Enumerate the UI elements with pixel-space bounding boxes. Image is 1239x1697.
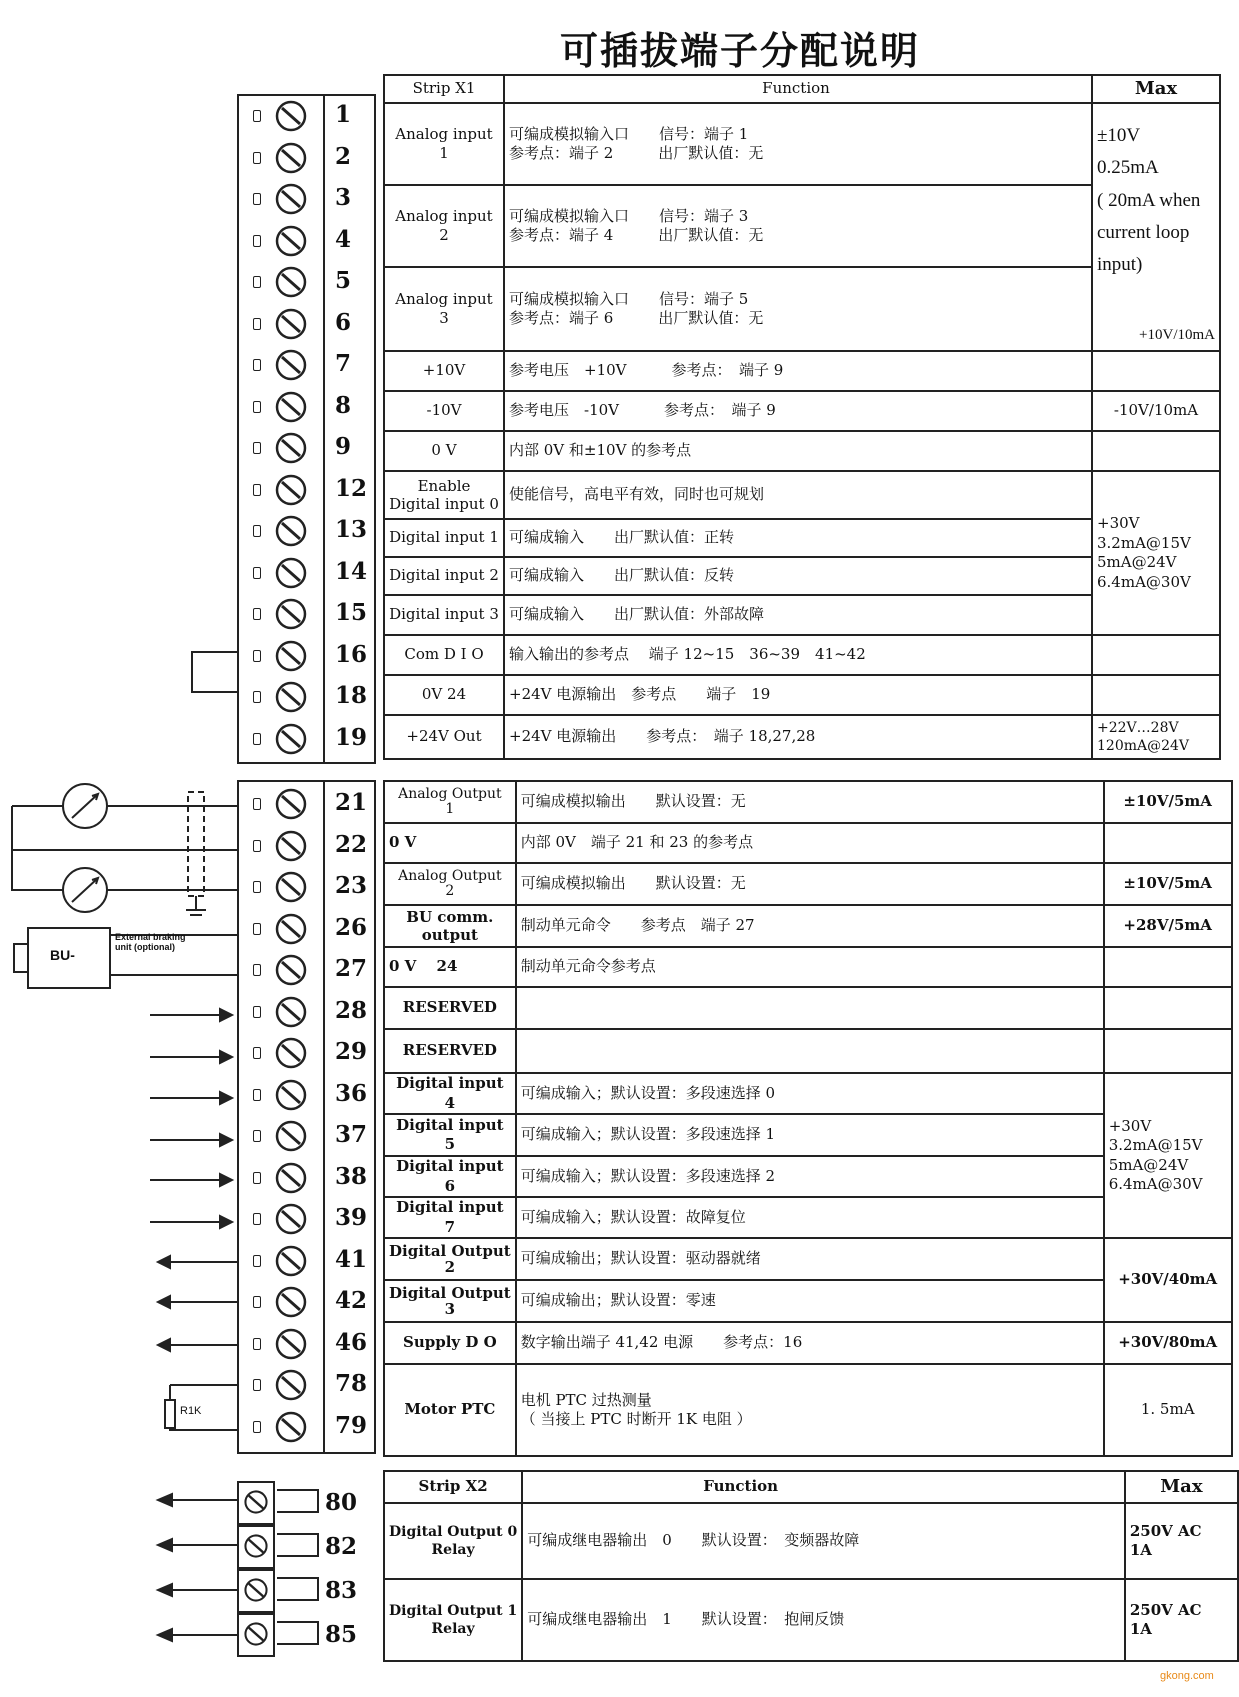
row-name: +10V [384,351,504,391]
row-function: 数字输出端子 41,42 电源 参考点：16 [516,1322,1104,1364]
max-cell [1104,947,1232,987]
screw-icon [275,954,307,986]
row-name: -10V [384,391,504,431]
screw-icon [275,432,307,464]
row-function: 可编成继电器输出 1 默认设置： 抱闸反馈 [522,1579,1125,1661]
terminal-number: 14 [335,557,368,585]
terminal-number: 80 [325,1489,358,1516]
terminal-number: 18 [335,682,368,709]
row-name: Analog input 2 [384,185,504,267]
row-function: 可编成继电器输出 0 默认设置： 变频器故障 [522,1503,1125,1579]
max-cell [1104,1029,1232,1073]
terminal-hole [253,1421,261,1433]
row-name: +24V Out [384,715,504,759]
terminal-strip-x1b [237,780,376,1454]
max-line: 3.2mA@15V [1108,1136,1203,1154]
terminal-number: 9 [335,433,352,460]
row-name: 0 V [384,823,516,863]
row-name: Digital input 4 [384,1073,516,1114]
terminal-hole [253,567,261,579]
relay-contact [277,1621,319,1645]
max-analog-inputs [1092,103,1220,351]
row-name: 0V 24 [384,675,504,715]
relay-block [237,1613,275,1657]
screw-icon [275,996,307,1028]
screw-icon [275,1411,307,1443]
row-name: Digital Output 3 [384,1280,516,1322]
max-cell: 250V AC 1A [1125,1579,1238,1661]
terminal-21 [239,784,374,825]
max-line: 5mA@24V [1108,1155,1189,1174]
terminal-number: 7 [335,350,352,377]
screw-icon [275,1120,307,1152]
terminal-hole [253,1338,261,1350]
terminal-number: 83 [325,1577,358,1604]
terminal-number: 42 [335,1287,368,1314]
max-minus10: -10V/10mA [1092,391,1220,431]
row-name: Digital Output 0 Relay [384,1503,522,1579]
max-cell [1092,431,1220,471]
screw-icon [275,266,307,298]
screw-icon [275,1286,307,1318]
row-name: Digital input 5 [384,1114,516,1156]
max-digital-inputs [1092,471,1220,635]
col-max-header: Max [1125,1471,1238,1503]
terminal-37 [239,1116,374,1157]
max-line: +30V [1108,1116,1152,1135]
row-function: +24V 电源输出 参考点： 端子 18,27,28 [504,715,1092,759]
screw-icon [275,1079,307,1111]
row-name: Analog Output 2 [384,863,516,905]
terminal-hole [253,235,261,247]
relay-block [237,1525,275,1569]
col-max-header: Max [1092,75,1220,103]
terminal-number: 22 [335,830,368,858]
screw-icon [275,871,307,903]
row-name: 0 V 24 [384,947,516,987]
relay-block [237,1569,275,1613]
row-function: 参考电压 +10V 参考点： 端子 9 [504,351,1092,391]
max-line: 6.4mA@30V [1097,572,1191,591]
row-name: Com D I O [384,635,504,675]
terminal-hole [253,525,261,537]
row-function: 使能信号，高电平有效，同时也可规划 [504,471,1092,519]
bu-label: BU- [50,947,75,963]
terminal-hole [253,691,261,703]
screw-icon [275,1162,307,1194]
max-cell: ±10V/5mA [1104,863,1232,905]
terminal-number: 27 [335,955,368,982]
terminal-number: 12 [335,474,368,502]
terminal-number: 5 [335,267,352,294]
terminal-29 [239,1033,374,1074]
terminal-27 [239,950,374,991]
terminal-number: 19 [335,723,368,751]
row-name: Motor PTC [384,1364,516,1456]
terminal-hole [253,650,261,662]
row-name: Analog Output 1 [384,781,516,823]
terminal-12 [239,470,374,511]
ground-icon [186,896,206,915]
terminal-number: 23 [335,872,368,899]
terminal-hole [253,1047,261,1059]
terminal-hole [253,1172,261,1184]
max-line: current loop input) [1097,221,1190,276]
max-line: ±10V [1097,125,1141,146]
row-function: 可编成输入；默认设置：故障复位 [516,1197,1104,1238]
terminal-hole [253,1255,261,1267]
max-cell [1104,987,1232,1029]
strip-x2-table [383,1470,1239,1662]
max-line: 0.25mA [1097,157,1159,179]
row-function: 可编成输入；默认设置：多段速选择 2 [516,1156,1104,1197]
terminal-78 [239,1365,374,1406]
resistor-icon [165,1400,175,1428]
terminal-8 [239,387,374,428]
terminal-18 [239,677,374,718]
row-function [516,987,1104,1029]
terminal-46 [239,1324,374,1365]
terminal-13 [239,511,374,552]
screw-icon [275,183,307,215]
row-function: 可编成模拟输入口 信号：端子 5 参考点：端子 6 出厂默认值：无 [504,267,1092,351]
max-24v [1092,715,1220,759]
resistor-label: R1K [180,1405,202,1417]
terminal-number: 38 [335,1162,368,1190]
terminal-number: 46 [335,1328,368,1356]
screw-icon [275,1245,307,1277]
screw-icon [275,681,307,713]
row-function: 可编成输入；默认设置：多段速选择 1 [516,1114,1104,1156]
terminal-hole [253,276,261,288]
row-function: 可编成模拟输出 默认设置：无 [516,863,1104,905]
screw-icon [275,557,307,589]
terminal-16 [239,636,374,677]
terminal-hole [253,152,261,164]
terminal-19 [239,719,374,760]
row-function: 参考电压 -10V 参考点： 端子 9 [504,391,1092,431]
row-name: Digital input 2 [384,557,504,595]
terminal-hole [253,193,261,205]
terminal-hole [253,110,261,122]
screw-icon [243,1533,269,1563]
screw-icon [275,474,307,506]
terminal-hole [253,484,261,496]
row-function: 电机 PTC 过热测量 （ 当接上 PTC 时断开 1K 电阻 ） [516,1364,1104,1456]
max-cell [1104,823,1232,863]
terminal-hole [253,881,261,893]
screw-icon [275,100,307,132]
terminal-79 [239,1407,374,1448]
terminal-number: 82 [325,1533,358,1560]
watermark: gkong.com [1160,1670,1214,1682]
max-digital-inputs-b [1104,1073,1232,1238]
max-cell [1092,635,1220,675]
row-function: 可编成模拟输入口 信号：端子 1 参考点：端子 2 出厂默认值：无 [504,103,1092,185]
max-line: 120mA@24V [1097,738,1190,754]
screw-icon [275,142,307,174]
row-function: 可编成输入；默认设置：多段速选择 0 [516,1073,1104,1114]
terminal-1 [239,96,374,137]
max-plus10: +10V/10mA [1139,327,1215,344]
terminal-6 [239,304,374,345]
row-name: Digital input 1 [384,519,504,557]
terminal-2 [239,138,374,179]
bu-connector [14,944,28,972]
screw-icon [275,515,307,547]
max-line: 3.2mA@15V [1097,533,1191,552]
terminal-number: 28 [335,996,368,1024]
terminal-41 [239,1241,374,1282]
external-brake-label: External braking unit (optional) [115,932,186,952]
screw-icon [275,225,307,257]
terminal-28 [239,992,374,1033]
max-cell [1092,675,1220,715]
row-name: 0 V [384,431,504,471]
terminal-hole [253,1296,261,1308]
terminal-number: 79 [335,1411,368,1439]
terminal-hole [253,608,261,620]
terminal-23 [239,867,374,908]
terminal-number: 8 [335,391,352,419]
max-cell: ±10V/5mA [1104,781,1232,823]
terminal-number: 16 [335,640,368,668]
screw-icon [275,830,307,862]
strip-x1-table [383,74,1221,760]
terminal-42 [239,1282,374,1323]
max-line: 5mA@24V [1097,553,1177,571]
terminal-80 [237,1481,372,1522]
screw-icon [275,913,307,945]
col-function-header: Function [504,75,1092,103]
terminal-number: 13 [335,516,368,543]
row-function: 可编成输入 出厂默认值：正转 [504,519,1092,557]
terminal-number: 6 [335,308,352,336]
screw-icon [275,723,307,755]
max-do: +30V/40mA [1104,1238,1232,1322]
row-name: Analog input 3 [384,267,504,351]
screw-icon [275,308,307,340]
terminal-number: 41 [335,1245,368,1273]
terminal-7 [239,345,374,386]
terminal-38 [239,1158,374,1199]
row-function: 输入输出的参考点 端子 12~15 36~39 41~42 [504,635,1092,675]
max-line: +30V [1097,514,1140,532]
row-function [516,1029,1104,1073]
terminal-number: 29 [335,1038,368,1065]
screw-icon [243,1577,269,1607]
row-name: Digital Output 2 [384,1238,516,1280]
screw-icon [275,788,307,820]
row-function: 制动单元命令参考点 [516,947,1104,987]
row-name: BU comm. output [384,905,516,947]
screw-icon [275,391,307,423]
max-cell: 250V AC 1A [1125,1503,1238,1579]
relay-block [237,1481,275,1525]
terminal-number: 85 [325,1621,358,1648]
screw-icon [243,1489,269,1519]
row-name: Supply D O [384,1322,516,1364]
wiring-diagram [0,0,240,1697]
row-function: 可编成输出；默认设置：驱动器就绪 [516,1238,1104,1280]
terminal-number: 2 [335,142,352,170]
row-name: RESERVED [384,1029,516,1073]
max-cell: +30V/80mA [1104,1322,1232,1364]
row-function: 内部 0V 和±10V 的参考点 [504,431,1092,471]
row-name: Digital input 7 [384,1197,516,1238]
row-name: Digital Output 1 Relay [384,1579,522,1661]
terminal-number: 3 [335,184,352,211]
max-cell: 1. 5mA [1104,1364,1232,1456]
screw-icon [275,1328,307,1360]
terminal-number: 15 [335,599,368,626]
terminal-4 [239,221,374,262]
terminal-82 [237,1525,372,1566]
row-name: Digital input 6 [384,1156,516,1197]
terminal-number: 1 [335,101,352,128]
row-function: 可编成输入 出厂默认值：反转 [504,557,1092,595]
row-function: 可编成输出；默认设置：零速 [516,1280,1104,1322]
row-function: 可编成模拟输入口 信号：端子 3 参考点：端子 4 出厂默认值：无 [504,185,1092,267]
max-line: +22V…28V [1097,719,1179,736]
relay-contact [277,1533,319,1557]
terminal-number: 4 [335,225,352,253]
terminal-36 [239,1075,374,1116]
col-function-header: Function [522,1471,1125,1503]
terminal-85 [237,1613,372,1654]
terminal-hole [253,923,261,935]
terminal-strip-x1 [237,94,376,764]
terminal-hole [253,1006,261,1018]
terminal-9 [239,428,374,469]
terminal-hole [253,798,261,810]
strip-x1b-table [383,780,1233,1457]
screw-icon [275,640,307,672]
relay-contact [277,1489,319,1513]
terminal-number: 37 [335,1121,368,1148]
terminal-39 [239,1199,374,1240]
terminal-hole [253,733,261,745]
terminal-3 [239,179,374,220]
terminal-83 [237,1569,372,1610]
row-function: 可编成模拟输出 默认设置：无 [516,781,1104,823]
terminal-number: 36 [335,1079,368,1107]
row-function: 内部 0V 端子 21 和 23 的参考点 [516,823,1104,863]
terminal-number: 78 [335,1370,368,1397]
terminal-22 [239,826,374,867]
terminal-number: 26 [335,913,368,941]
screw-icon [275,349,307,381]
terminal-15 [239,594,374,635]
terminal-hole [253,840,261,852]
max-cell: +28V/5mA [1104,905,1232,947]
terminal-hole [253,401,261,413]
terminal-hole [253,1089,261,1101]
terminal-hole [253,318,261,330]
col-strip-header: Strip X1 [384,75,504,103]
max-line: ( 20mA when [1097,189,1201,211]
terminal-14 [239,553,374,594]
terminal-hole [253,1213,261,1225]
row-function: 可编成输入 出厂默认值：外部故障 [504,595,1092,635]
col-strip-header: Strip X2 [384,1471,522,1503]
shield-icon [188,792,204,896]
row-name: Digital input 3 [384,595,504,635]
terminal-hole [253,442,261,454]
screw-icon [275,598,307,630]
row-name: RESERVED [384,987,516,1029]
max-cell [1092,351,1220,391]
screw-icon [275,1369,307,1401]
terminal-hole [253,964,261,976]
terminal-5 [239,262,374,303]
screw-icon [243,1621,269,1651]
terminal-26 [239,909,374,950]
max-line: 6.4mA@30V [1108,1175,1203,1193]
terminal-number: 21 [335,789,368,816]
row-name: Enable Digital input 0 [384,471,504,519]
row-function: 制动单元命令 参考点 端子 27 [516,905,1104,947]
terminal-hole [253,1130,261,1142]
row-function: +24V 电源输出 参考点 端子 19 [504,675,1092,715]
relay-contact [277,1577,319,1601]
row-name: Analog input 1 [384,103,504,185]
terminal-hole [253,1379,261,1391]
screw-icon [275,1203,307,1235]
terminal-hole [253,359,261,371]
page-title: 可插拔端子分配说明 [560,29,921,73]
terminal-number: 39 [335,1204,368,1231]
screw-icon [275,1037,307,1069]
terminal-strip-x2 [237,1481,358,1657]
